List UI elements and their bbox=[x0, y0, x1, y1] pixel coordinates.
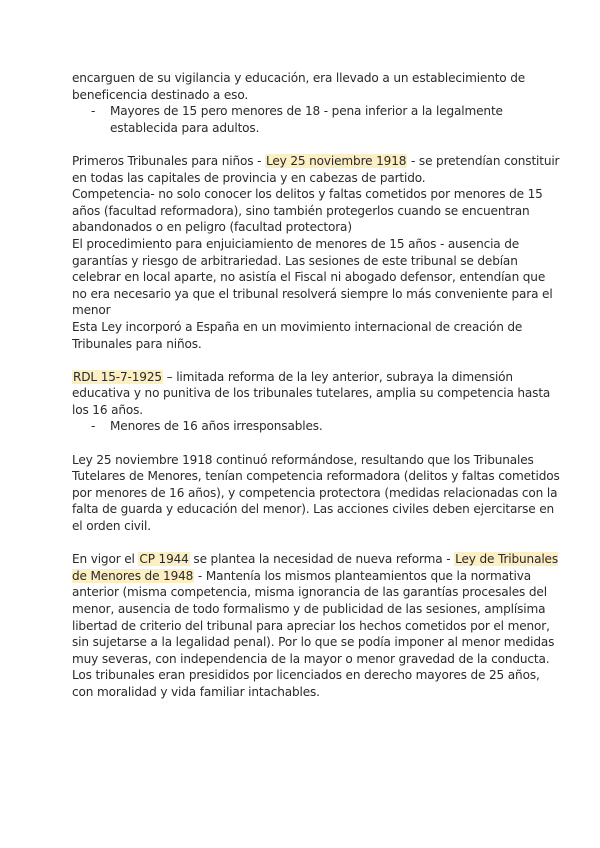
list-item-text: Menores de 16 años irresponsables. bbox=[110, 419, 323, 434]
paragraph-movimiento-internacional: Esta Ley incorporó a España en un movimiento internacional de creación de Tribunales para niños. bbox=[72, 319, 523, 351]
paragraph-primeros-tribunales bbox=[72, 153, 560, 186]
text-run: Primeros Tribunales para niños - bbox=[72, 153, 265, 168]
text-run: - se pretendían constituir en todas las capitales de provincia y en cabezas de partido. bbox=[72, 153, 560, 185]
paragraph-gap bbox=[72, 352, 560, 369]
list-dash: - bbox=[91, 419, 96, 434]
list-dash: - bbox=[91, 104, 96, 119]
list-item-menores-16 bbox=[72, 418, 560, 435]
paragraph-presidencia: Los tribunales eran presididos por licenciados en derecho mayores de 25 años, con moralidad y vida familiar intachables. bbox=[72, 668, 540, 699]
paragraph-gap bbox=[72, 535, 560, 552]
paragraph-intro: encarguen de su vigilancia y educación, era llevado a un establecimiento de beneficencia destinado a eso. bbox=[72, 71, 526, 102]
text-run: – limitada reforma de la ley anterior, subraya la dimensión educativa y no punitiva de los tribunales tutelares, amplia su competencia hasta los 16 años. bbox=[72, 369, 551, 417]
paragraph-procedimiento: El procedimiento para enjuiciamiento de menores de 15 años - ausencia de garantías y riesgo de arbitrariedad. Las sesiones de este tribunal se debían celebrar en local aparte, no asistía el Fiscal ni abogado defensor, entendían que no era necesario ya que el tribunal resolverá siempre lo más conveniente para el menor bbox=[72, 236, 553, 318]
text-run: - Mantenía los mismos planteamientos que la normativa anterior (misma competencia, misma ignorancia de las garantías procesales del menor, ausencia de todo formalismo y de publicidad de las sesiones, amplísima libertad de criterio del tribunal para apreciar los hechos cometidos por el menor, sin sujetarse a la legalidad penal). Por lo que se podía imponer al menor medidas muy severas, con independencia de la mayor o menor gravedad de la conducta. bbox=[72, 568, 555, 666]
highlighted-law: RDL 15-7-1925 bbox=[73, 369, 162, 384]
highlighted-law: CP 1944 bbox=[139, 552, 189, 567]
list-item-text: Mayores de 15 pero menores de 18 - pena inferior a la legalmente establecida para adultos. bbox=[110, 104, 503, 135]
highlighted-law: Ley 25 noviembre 1918 bbox=[266, 153, 407, 168]
text-run: En vigor el bbox=[72, 552, 139, 567]
paragraph-gap bbox=[72, 136, 560, 153]
paragraph-cp-1944 bbox=[72, 551, 560, 667]
paragraph-reforma-continua: Ley 25 noviembre 1918 continuó reformándose, resultando que los Tribunales Tutelares de Menores, tenían competencia reformadora (delitos y faltas cometidos por menores de 16 años), y competencia protectora (medidas relacionadas con la falta de guarda y educación del menor). Las acciones civiles deben ejercitarse en el orden civil. bbox=[72, 452, 560, 534]
text-run: se plantea la necesidad de nueva reforma - bbox=[189, 552, 455, 567]
highlighted-law: Ley de Tribunales de Menores de 1948 bbox=[72, 552, 558, 583]
list-item-mayores-15 bbox=[72, 103, 560, 136]
paragraph-gap bbox=[72, 435, 560, 452]
paragraph-rdl-1925 bbox=[72, 369, 560, 419]
paragraph-competencia: Competencia- no solo conocer los delitos y faltas cometidos por menores de 15 años (facultad reformadora), sino también protegerlos cuando se encuentran abandonados o en peligro (facultad protectora) bbox=[72, 187, 543, 235]
